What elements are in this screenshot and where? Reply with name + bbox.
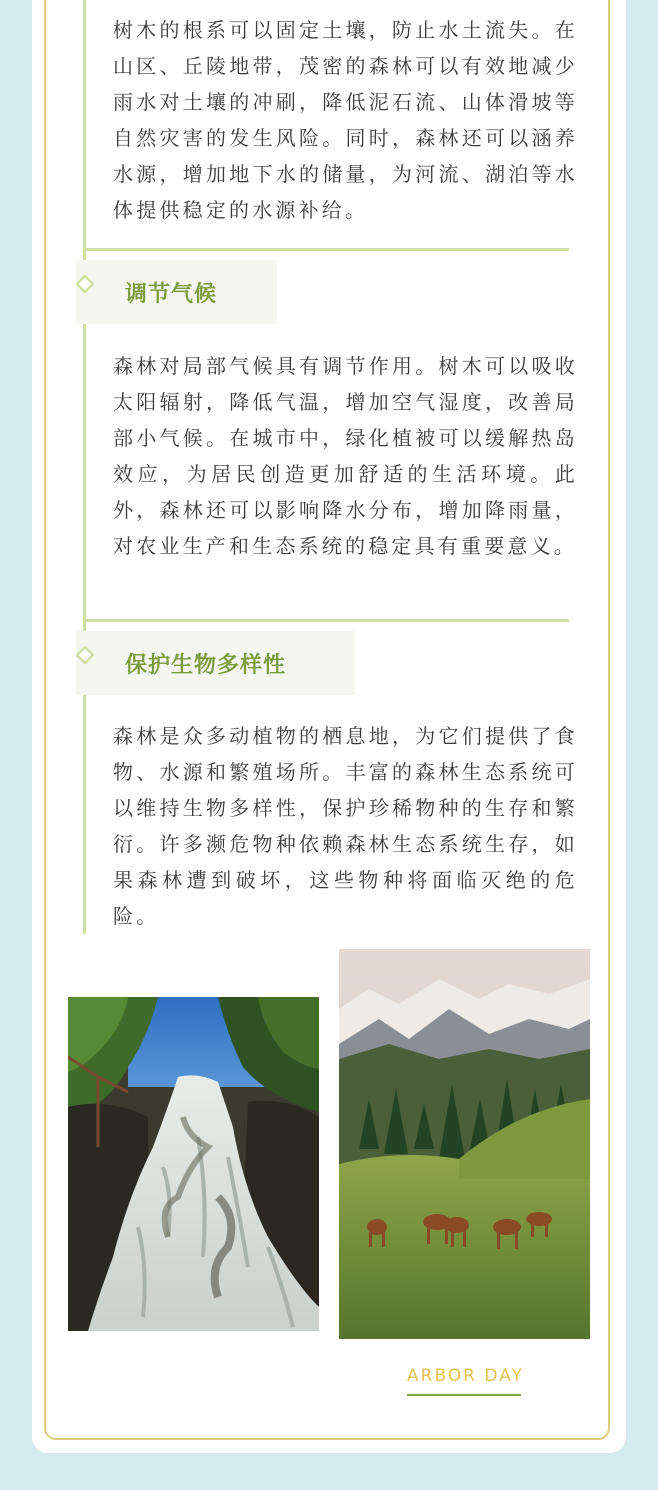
arbor-day-label: ARBOR DAY (407, 1366, 524, 1386)
grassland-horses-photo (339, 949, 590, 1339)
section-paragraph-soil: 树木的根系可以固定土壤，防止水土流失。在山区、丘陵地带，茂密的森林可以有效地减少雨水对土壤的冲刷，降低泥石流、山体滑坡等自然灾害的发生风险。同时，森林还可以涵养水源，增加地下水的储量，为河流、湖泊等水体提供稳定的水源补给。 (113, 18, 578, 222)
diamond-icon (76, 275, 94, 293)
section-heading-climate (76, 260, 277, 324)
diamond-icon (76, 646, 94, 664)
section-divider (86, 248, 569, 251)
section-paragraph-biodiversity: 森林是众多动植物的栖息地，为它们提供了食物、水源和繁殖场所。丰富的森林生态系统可以维持生物多样性，保护珍稀物种的生存和繁衍。许多濒危物种依赖森林生态系统生存，如果森林遭到破坏，这些物种将面临灭绝的危险。 (113, 724, 578, 928)
waterfall-photo (68, 997, 319, 1331)
heading-title: 保护生物多样性 (125, 652, 287, 678)
heading-title: 调节气候 (125, 281, 218, 307)
section-paragraph-climate: 森林对局部气候具有调节作用。树木可以吸收太阳辐射，降低气温，增加空气湿度，改善局部小气候。在城市中，绿化植被可以缓解热岛效应，为居民创造更加舒适的生活环境。此外，森林还可以影响降水分布，增加降雨量，对农业生产和生态系统的稳定具有重要意义。 (113, 354, 578, 558)
arbor-day-underline (407, 1394, 521, 1396)
section-divider (86, 619, 569, 622)
timeline-line (83, 0, 86, 934)
section-heading-biodiversity (76, 631, 355, 695)
